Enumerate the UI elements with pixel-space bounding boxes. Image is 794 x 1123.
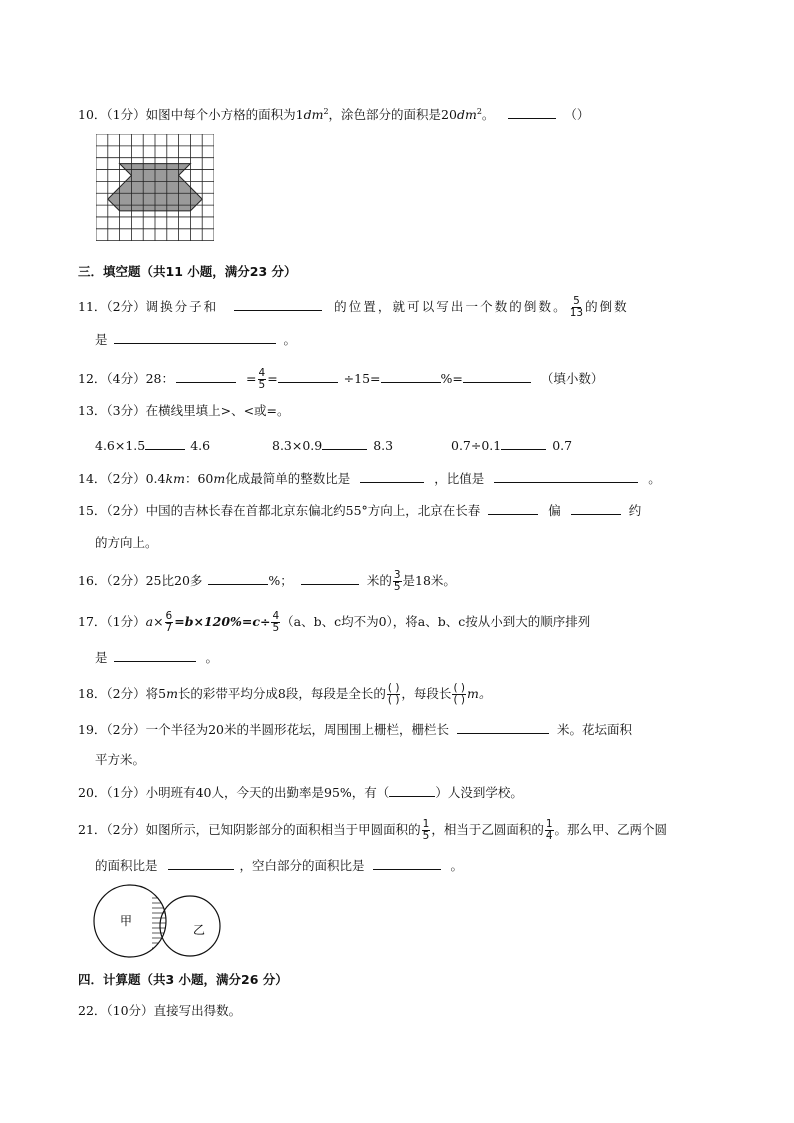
answer-blank[interactable] bbox=[373, 857, 441, 870]
answer-blank[interactable] bbox=[508, 106, 556, 119]
question-text: 约 bbox=[628, 503, 642, 518]
comparison-item bbox=[451, 437, 572, 454]
compare-right: 0.7 bbox=[552, 438, 573, 453]
question-number: 16． bbox=[78, 573, 107, 588]
question-number: 21． bbox=[78, 822, 107, 837]
compare-left: 4.6×1.5 bbox=[95, 438, 146, 453]
question-21 bbox=[78, 819, 667, 842]
answer-blank[interactable] bbox=[360, 470, 424, 483]
equation: =b×120%=c÷ bbox=[174, 614, 271, 629]
variable-a: a bbox=[145, 614, 154, 629]
question-text: 。 bbox=[450, 858, 464, 873]
question-score: （2分） bbox=[106, 471, 146, 486]
unit: m bbox=[166, 686, 178, 701]
question-score: （2分） bbox=[106, 299, 146, 314]
question-text: 25比20多 bbox=[145, 573, 203, 588]
question-text: m。 bbox=[466, 686, 492, 701]
question-text: （a、b、c均不为0），将a、b、c按从小到大的顺序排列 bbox=[281, 614, 591, 629]
question-text: 一个半径为20米的半圆形花坛，周围围上栅栏，栅栏长 bbox=[145, 722, 450, 737]
answer-blank[interactable] bbox=[322, 437, 367, 450]
grid-figure bbox=[96, 134, 214, 242]
question-text: 。 bbox=[648, 471, 661, 486]
question-text: 的位置，就可以写出一个数的倒数。 bbox=[334, 299, 568, 314]
answer-blank[interactable] bbox=[114, 649, 196, 662]
equals-sign: = bbox=[246, 371, 257, 386]
comparison-item bbox=[95, 437, 210, 454]
question-score: （1分） bbox=[106, 785, 146, 800]
question-text: 偏 bbox=[548, 503, 561, 518]
area-value: 20 bbox=[441, 107, 457, 123]
question-number: 13． bbox=[78, 403, 107, 418]
answer-blank[interactable] bbox=[168, 857, 234, 870]
area-unit: dm bbox=[303, 107, 324, 123]
question-text: 长的彩带平均分成8段，每段是全长的 bbox=[177, 686, 386, 701]
answer-blank[interactable] bbox=[463, 370, 531, 383]
compare-right: 8.3 bbox=[373, 438, 394, 453]
question-number: 18． bbox=[78, 686, 107, 701]
question-11 bbox=[78, 296, 629, 319]
question-score: （10分） bbox=[106, 1003, 154, 1018]
comparison-item bbox=[272, 437, 393, 454]
question-text: 是 bbox=[95, 332, 108, 347]
question-score: （2分） bbox=[106, 822, 146, 837]
question-score: （1分） bbox=[106, 614, 146, 629]
answer-blank[interactable] bbox=[278, 370, 338, 383]
question-text: 化成最简单的整数比是 bbox=[225, 471, 351, 486]
answer-paren[interactable]: （） bbox=[564, 107, 590, 123]
circle-yi bbox=[160, 896, 220, 956]
question-number: 11． bbox=[78, 299, 107, 314]
question-13 bbox=[78, 403, 290, 419]
question-text: 小明班有40人，今天的出勤率是95%，有（ bbox=[145, 785, 390, 800]
fraction-blank[interactable]: $\frac{( )}{( )}$ bbox=[453, 682, 465, 706]
section-4-title: 四．计算题（共3 小题，满分26 分） bbox=[78, 972, 288, 987]
question-number: 22． bbox=[78, 1003, 107, 1018]
question-number: 12． bbox=[78, 371, 107, 386]
section-3-title: 三．填空题（共11 小题，满分23 分） bbox=[78, 264, 297, 279]
question-18 bbox=[78, 683, 491, 706]
question-text: 。 bbox=[283, 332, 297, 347]
question-text: %； bbox=[268, 573, 293, 588]
superscript: 2 bbox=[323, 107, 329, 116]
question-text: 。那么甲、乙两个圆 bbox=[554, 822, 668, 837]
question-text: 如图所示，已知阴影部分的面积相当于甲圆面积的 bbox=[145, 822, 421, 837]
question-12 bbox=[78, 368, 603, 391]
fraction: $\frac{3}{5}$ bbox=[393, 569, 401, 593]
question-text: 。 bbox=[481, 107, 495, 123]
question-text: 米。花坛面积 bbox=[557, 722, 633, 737]
question-text: ：60 bbox=[184, 471, 214, 486]
fraction: $\frac{1}{5}$ bbox=[422, 818, 430, 842]
question-text: 直接写出得数。 bbox=[153, 1003, 242, 1018]
question-score: （2分） bbox=[106, 722, 146, 737]
fraction-blank[interactable]: $\frac{( )}{( )}$ bbox=[387, 682, 400, 706]
answer-blank[interactable] bbox=[301, 572, 359, 585]
question-14 bbox=[78, 470, 661, 487]
answer-blank[interactable] bbox=[208, 572, 268, 585]
question-score: （3分） bbox=[106, 403, 146, 418]
question-text: 。 bbox=[205, 650, 219, 665]
question-number: 15． bbox=[78, 503, 107, 518]
fraction: $\frac{5}{13}$ bbox=[569, 295, 584, 319]
compare-left: 0.7÷0.1 bbox=[451, 438, 502, 453]
question-15-line-2: 的方向上。 bbox=[95, 535, 158, 550]
question-score: （2分） bbox=[106, 573, 146, 588]
question-text: ，比值是 bbox=[434, 471, 485, 486]
question-number: 10． bbox=[78, 107, 107, 123]
fraction: $\frac{6}{7}$ bbox=[165, 610, 173, 634]
question-score: （4分） bbox=[106, 371, 146, 386]
answer-blank[interactable] bbox=[457, 721, 549, 734]
question-number: 14． bbox=[78, 471, 107, 486]
question-text: 调换分子和 bbox=[145, 299, 219, 314]
unit: m bbox=[213, 471, 226, 486]
question-15 bbox=[78, 502, 641, 519]
label-yi: 乙 bbox=[193, 923, 206, 937]
question-11-line-2 bbox=[95, 331, 296, 348]
answer-blank[interactable] bbox=[488, 502, 538, 515]
answer-blank[interactable] bbox=[389, 784, 435, 797]
question-score: （1分） bbox=[106, 107, 146, 123]
fraction: $\frac{4}{5}$ bbox=[272, 610, 280, 634]
question-text: 将5 bbox=[145, 686, 167, 701]
question-19 bbox=[78, 721, 632, 738]
question-text: %= bbox=[440, 371, 463, 386]
question-17-line-2 bbox=[95, 649, 218, 666]
circles-figure bbox=[92, 880, 227, 962]
answer-blank[interactable] bbox=[381, 370, 441, 383]
question-text: 米的 bbox=[366, 573, 392, 588]
question-22 bbox=[78, 1003, 241, 1019]
question-text: ，每段长 bbox=[401, 686, 452, 701]
compare-right: 4.6 bbox=[190, 438, 211, 453]
question-20 bbox=[78, 784, 523, 801]
question-text: 是18米。 bbox=[402, 573, 456, 588]
question-text: ，空白部分的面积比是 bbox=[239, 858, 365, 873]
fraction: $\frac{1}{4}$ bbox=[545, 818, 553, 842]
answer-blank[interactable] bbox=[571, 502, 621, 515]
question-text: 在横线里填上>、<或=。 bbox=[145, 403, 290, 418]
answer-blank[interactable] bbox=[494, 470, 638, 483]
question-score: （2分） bbox=[106, 503, 146, 518]
question-text: 的面积比是 bbox=[95, 858, 158, 873]
answer-blank[interactable] bbox=[501, 437, 546, 450]
question-number: 19． bbox=[78, 722, 107, 737]
answer-blank[interactable] bbox=[145, 437, 185, 450]
question-text: 是 bbox=[95, 650, 108, 665]
question-text: 中国的吉林长春在首都北京东偏北约55°方向上，北京在长春 bbox=[145, 503, 481, 518]
question-note: （填小数） bbox=[540, 371, 604, 386]
label-jia: 甲 bbox=[120, 914, 133, 928]
question-text: 如图中每个小方格的面积为 bbox=[145, 107, 296, 123]
unit: km bbox=[165, 471, 185, 486]
answer-blank[interactable] bbox=[176, 370, 236, 383]
fraction: $\frac{4}{5}$ bbox=[258, 367, 266, 391]
question-text: 的倒数 bbox=[585, 299, 629, 314]
question-text: ÷15= bbox=[343, 371, 381, 386]
question-number: 20． bbox=[78, 785, 107, 800]
compare-left: 8.3×0.9 bbox=[272, 438, 323, 453]
question-text: 28： bbox=[145, 371, 175, 386]
answer-blank[interactable] bbox=[114, 331, 276, 344]
question-21-line-2 bbox=[95, 857, 463, 874]
question-19-line-2: 平方米。 bbox=[95, 752, 146, 767]
question-text: ，相当于乙圆面积的 bbox=[431, 822, 544, 837]
area-unit: dm bbox=[456, 107, 477, 123]
question-number: 17． bbox=[78, 614, 107, 629]
area-value: 1 bbox=[295, 107, 304, 123]
question-text: 0.4 bbox=[145, 471, 166, 486]
equals-sign: = bbox=[267, 371, 278, 386]
answer-blank[interactable] bbox=[234, 298, 322, 311]
question-score: （2分） bbox=[106, 686, 146, 701]
times-sign: × bbox=[153, 614, 164, 629]
question-text: ，涂色部分的面积是 bbox=[328, 107, 442, 123]
question-text: ）人没到学校。 bbox=[435, 785, 523, 800]
superscript: 2 bbox=[476, 107, 482, 116]
question-10 bbox=[78, 104, 589, 123]
question-17 bbox=[78, 611, 590, 634]
question-16 bbox=[78, 570, 456, 593]
